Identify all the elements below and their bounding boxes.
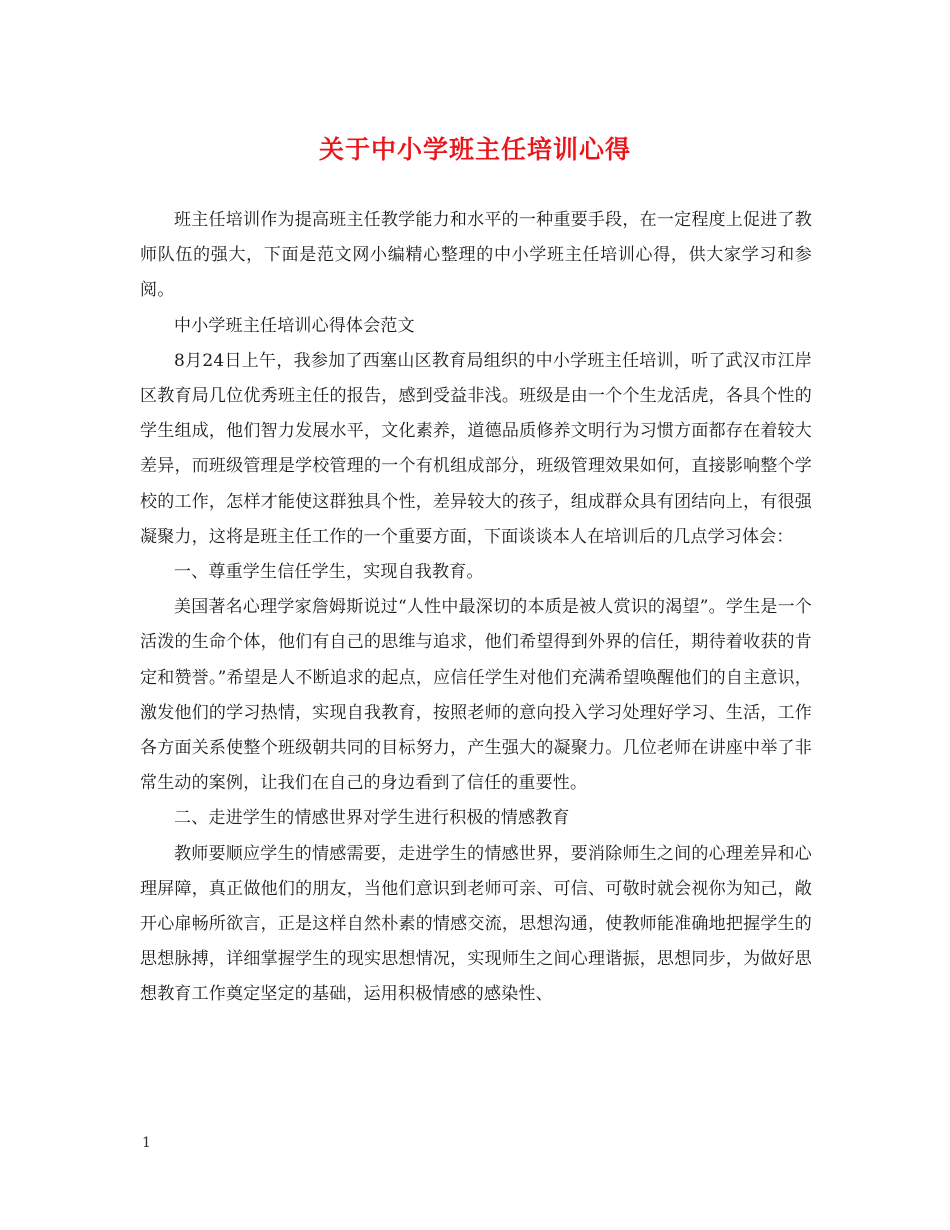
- section-heading-2: 二、走进学生的情感世界对学生进行积极的情感教育: [174, 808, 570, 829]
- page-number: 1: [142, 1135, 151, 1151]
- paragraph-trust: 美国著名心理学家詹姆斯说过“人性中最深切的本质是被人赏识的渴望”。学生是一个活泼的生命个体，他们有自己的思维与追求，他们希望得到外界的信任，期待着收获的肯定和赞誉。”希望是人不断追求的起点，应信任学生对他们充满希望唤醒他们的自主意识，激发他们的学习热情，实现自我教育，按照老师的意向投入学习处理好学习、生活，工作各方面关系使整个班级朝共同的目标努力，产生强大的凝聚力。几位老师在讲座中举了非常生动的案例，让我们在自己的身边看到了信任的重要性。: [140, 597, 812, 794]
- paragraph-intro: 班主任培训作为提高班主任教学能力和水平的一种重要手段，在一定程度上促进了教师队伍的强大，下面是范文网小编精心整理的中小学班主任培训心得，供大家学习和参阅。: [140, 210, 812, 301]
- paragraph-training-report: 8月24日上午，我参加了西塞山区教育局组织的中小学班主任培训，听了武汉市江岸区教育局几位优秀班主任的报告，感到受益非浅。班级是由一个个生龙活虎，各具个性的学生组成，他们智力发展水平，文化素养，道德品质修养文明行为习惯方面都存在着较大差异，而班级管理是学校管理的一个有机组成部分，班级管理效果如何，直接影响整个学校的工作，怎样才能使这群独具个性，差异较大的孩子，组成群众具有团结向上，有很强凝聚力，这将是班主任工作的一个重要方面，下面谈谈本人在培训后的几点学习体会：: [140, 350, 812, 547]
- document-body: [140, 203, 812, 1013]
- paragraph-subtitle: 中小学班主任培训心得体会范文: [174, 315, 415, 336]
- section-heading-1: 一、尊重学生信任学生，实现自我教育。: [174, 562, 484, 583]
- paragraph-emotion: 教师要顺应学生的情感需要，走进学生的情感世界，要消除师生之间的心理差异和心理屏障，真正做他们的朋友，当他们意识到老师可亲、可信、可敬时就会视你为知己，敞开心扉畅所欲言，正是这样自然朴素的情感交流，思想沟通，使教师能准确地把握学生的思想脉搏，详细掌握学生的现实思想情况，实现师生之间心理谐振，思想同步，为做好思想教育工作奠定坚定的基础，运用积极情感的感染性、: [140, 843, 812, 1005]
- document-title: 关于中小学班主任培训心得: [318, 135, 631, 164]
